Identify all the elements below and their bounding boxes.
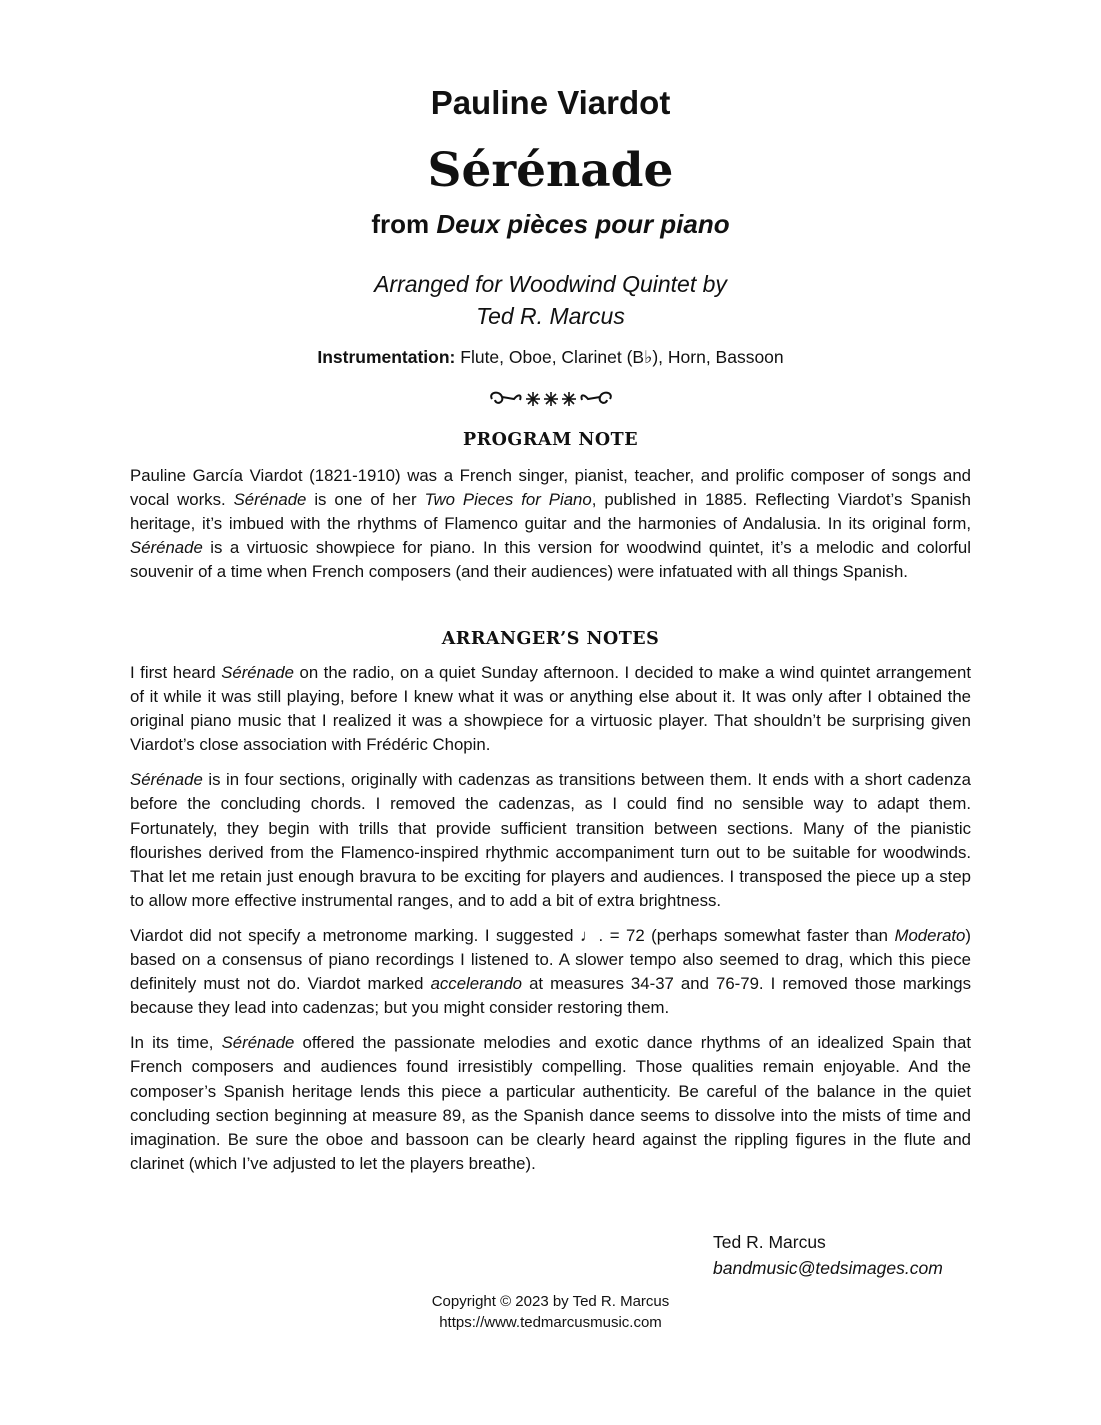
text-run: at measures 34-37 and 76-79. I removed those markings because they lead into cadenzas; but you might consider restoring them.: [130, 974, 972, 1018]
instrumentation-value: Flute, Oboe, Clarinet (B♭), Horn, Bassoon: [455, 347, 784, 367]
text-run: I first heard: [130, 663, 222, 682]
italic-run: Moderato: [894, 925, 966, 945]
arranged-line-2: Ted R. Marcus: [476, 303, 625, 329]
arrangers-notes-paragraph-1: [130, 661, 971, 757]
subtitle-work: Deux pièces pour piano: [436, 209, 730, 239]
instrumentation-label: Instrumentation:: [317, 347, 456, 367]
footer: [0, 1291, 1101, 1333]
text-run: ) based on a consensus of piano recordings I listened to. A slower tempo also seemed to drag, which this piece definitely must not do. Viardot marked: [130, 925, 971, 994]
piece-subtitle: [0, 207, 1101, 241]
ornament-flourish-icon: [486, 388, 616, 410]
italic-run: Sérénade: [130, 538, 203, 558]
decorative-ornament-icon: [0, 388, 1101, 416]
arrangers-notes-heading: ARRANGER’S NOTES: [441, 629, 660, 649]
website-link[interactable]: https://www.tedmarcusmusic.com: [439, 1314, 662, 1331]
arrangers-notes-paragraph-4: [130, 1031, 971, 1176]
program-note-body: [130, 464, 971, 595]
program-note-paragraph: [130, 464, 971, 584]
italic-run: Sérénade: [221, 663, 294, 682]
text-run: is in four sections, originally with cadenzas as transitions between them. It ends with a short cadenza before the concluding chords. I removed the cadenzas, as I could find no sensible way to adapt them. Fortunately, they begin with trills that provide sufficient transition between sections. Many of the pianistic flourishes derived from the Flamenco-inspired rhythmic accompaniment turn out to be suitable for woodwinds. That let me retain just enough bravura to be exciting for players and audiences. I transposed the piece up a step to allow more effective instrumental ranges, and to add a bit of extra brightness.: [130, 770, 971, 910]
text-run: on the radio, on a quiet Sunday afternoon. I decided to make a wind quintet arrangement of it while it was still playing, before I knew what it was or anything else about it. It was only after I obtained the original piano music that I realized it was a showpiece for a virtuosic player. That shouldn’t be surprising given Viardot’s close association with Frédéric Chopin.: [130, 663, 971, 755]
signature-block: [713, 1229, 943, 1281]
subtitle-prefix: from: [371, 209, 437, 239]
text-run: In its time,: [130, 1033, 222, 1053]
arranged-line-1: Arranged for Woodwind Quintet by: [374, 271, 727, 297]
italic-run: accelerando: [430, 974, 523, 994]
signature-name: Ted R. Marcus: [713, 1232, 826, 1252]
program-note-heading: PROGRAM NOTE: [462, 430, 639, 450]
text-run: , published in 1885. Reflecting Viardot’s Spanish heritage, it’s imbued with the rhythms of Flamenco guitar and the harmonies of Andalusia. In its original form,: [130, 490, 971, 534]
italic-run: Two Pieces for Piano: [424, 490, 592, 510]
arrangers-notes-paragraph-2: [130, 768, 971, 913]
arrangers-notes-paragraph-3: [130, 924, 971, 1020]
italic-run: Sérénade: [130, 770, 203, 790]
text-run: offered the passionate melodies and exotic dance rhythms of an idealized Spain that French composers and audiences found irresistibly compelling. Those qualities remain enjoyable. And the composer’s Spanish heritage lends this piece a particular authenticity. Be careful of the balance in the quiet concluding section beginning at measure 89, as the Spanish dance seems to dissolve into the mists of time and imagination. Be sure the oboe and bassoon can be clearly heard against the rippling figures in the flute and clarinet (which I’ve adjusted to let the players breathe).: [130, 1033, 971, 1173]
text-run: Pauline García Viardot (1821-1910) was a French singer, pianist, teacher, and prolific composer of songs and vocal works.: [130, 466, 971, 510]
composer-name: Pauline Viardot: [430, 84, 671, 121]
signature-email-link[interactable]: bandmusic@tedsimages.com: [713, 1258, 943, 1278]
piece-title: Sérénade: [427, 143, 674, 198]
arranger-credit: [0, 268, 1101, 332]
instrumentation: [0, 344, 1101, 370]
text-run: Viardot did not specify a metronome marking. I suggested ♩. = 72 (perhaps somewhat faster than: [130, 925, 895, 945]
copyright-text: Copyright © 2023 by Ted R. Marcus: [431, 1293, 670, 1310]
italic-run: Sérénade: [221, 1033, 295, 1053]
italic-run: Sérénade: [233, 490, 307, 510]
arrangers-notes-body: [130, 661, 971, 1187]
text-run: is one of her: [306, 490, 425, 510]
text-run: is a virtuosic showpiece for piano. In this version for woodwind quintet, it’s a melodic and colorful souvenir of a time when French composers (and their audiences) were infatuated with all things Spanish.: [130, 538, 971, 582]
